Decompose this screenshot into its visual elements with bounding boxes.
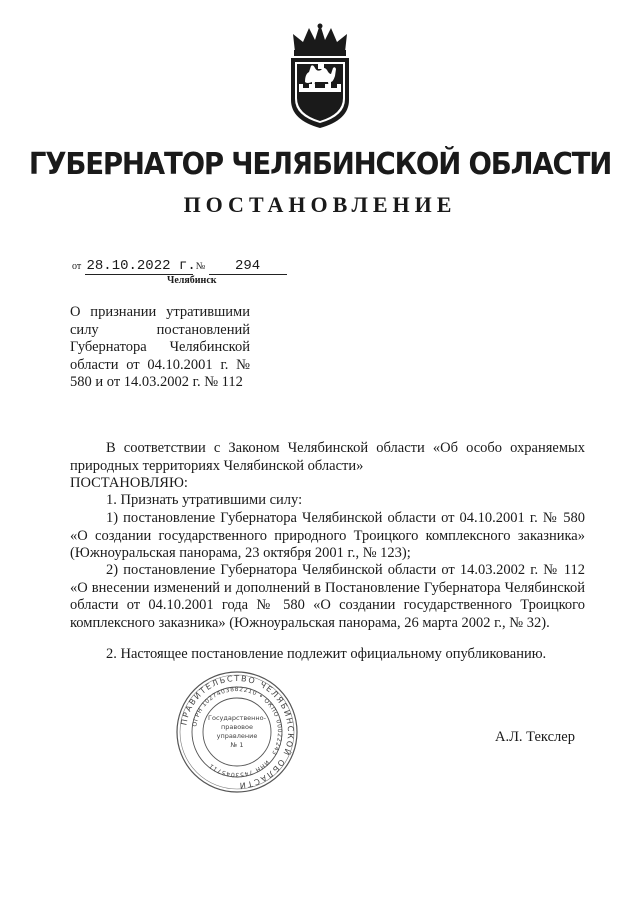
item-2: 2. Настоящее постановление подлежит официальному опубликованию. [106, 646, 547, 662]
governor-title: ГУБЕРНАТОР ЧЕЛЯБИНСКОЙ ОБЛАСТИ [28, 147, 612, 182]
coat-of-arms-icon [285, 22, 355, 130]
stamp-center-line-3: управление [216, 732, 258, 740]
city-name: Челябинск [167, 275, 217, 286]
stamp-codes-text: ОГРН 1027403882210 • ОКПО 00022243 [191, 685, 284, 757]
number-label: № [195, 261, 206, 272]
stamp-center-line-4: № 1 [230, 741, 244, 749]
stamp-center-line-1: Государственно- [208, 714, 266, 722]
decree-word: ПОСТАНОВЛЯЮ: [70, 475, 188, 491]
governor-signature-name: А.Л. Текслер [495, 729, 575, 745]
document-date: 28.10.2022 г. [86, 258, 196, 274]
intro-paragraph: В соответствии с Законом Челябинской области «Об особо охраняемых природных территориях Челябинской области» [70, 440, 585, 474]
date-from-label: от [72, 261, 82, 272]
document-subject: О признании утратившими силу постановлений Губернатора Челябинской области от 04.10.2001 г. № 580 и от 14.03.2002 г. № 112 [70, 304, 250, 390]
document-number: 294 [209, 258, 287, 275]
stamp-inn-text: ИНН 7453045711 [207, 758, 271, 779]
item-1: 1. Признать утратившими силу: [106, 492, 303, 508]
official-seal-stamp [175, 670, 299, 794]
stamp-center-line-2: правовое [221, 723, 253, 731]
document-type-heading: ПОСТАНОВЛЕНИЕ [183, 192, 457, 217]
date-number-line [72, 257, 287, 275]
stamp-outer-text: ПРАВИТЕЛЬСТВО ЧЕЛЯБИНСКОЙ ОБЛАСТИ [179, 673, 296, 791]
item-1-subitem-1: 1) постановление Губернатора Челябинской области от 04.10.2001 г. № 580 «О создании государственного природного Троицкого комплексного заказника» (Южноуральская панорама, 23 октября 2001 г., № 123); [70, 510, 585, 561]
item-1-subitem-2: 2) постановление Губернатора Челябинской области от 14.03.2002 г. № 112 «О внесении изменений и дополнений в Постановление Губернатора Челябинской области от 04.10.2001 года № 580 «О создании государственного Троицкого комплексного заказника» (Южноуральская панорама, 26 марта 2002 г., № 32). [70, 562, 585, 631]
